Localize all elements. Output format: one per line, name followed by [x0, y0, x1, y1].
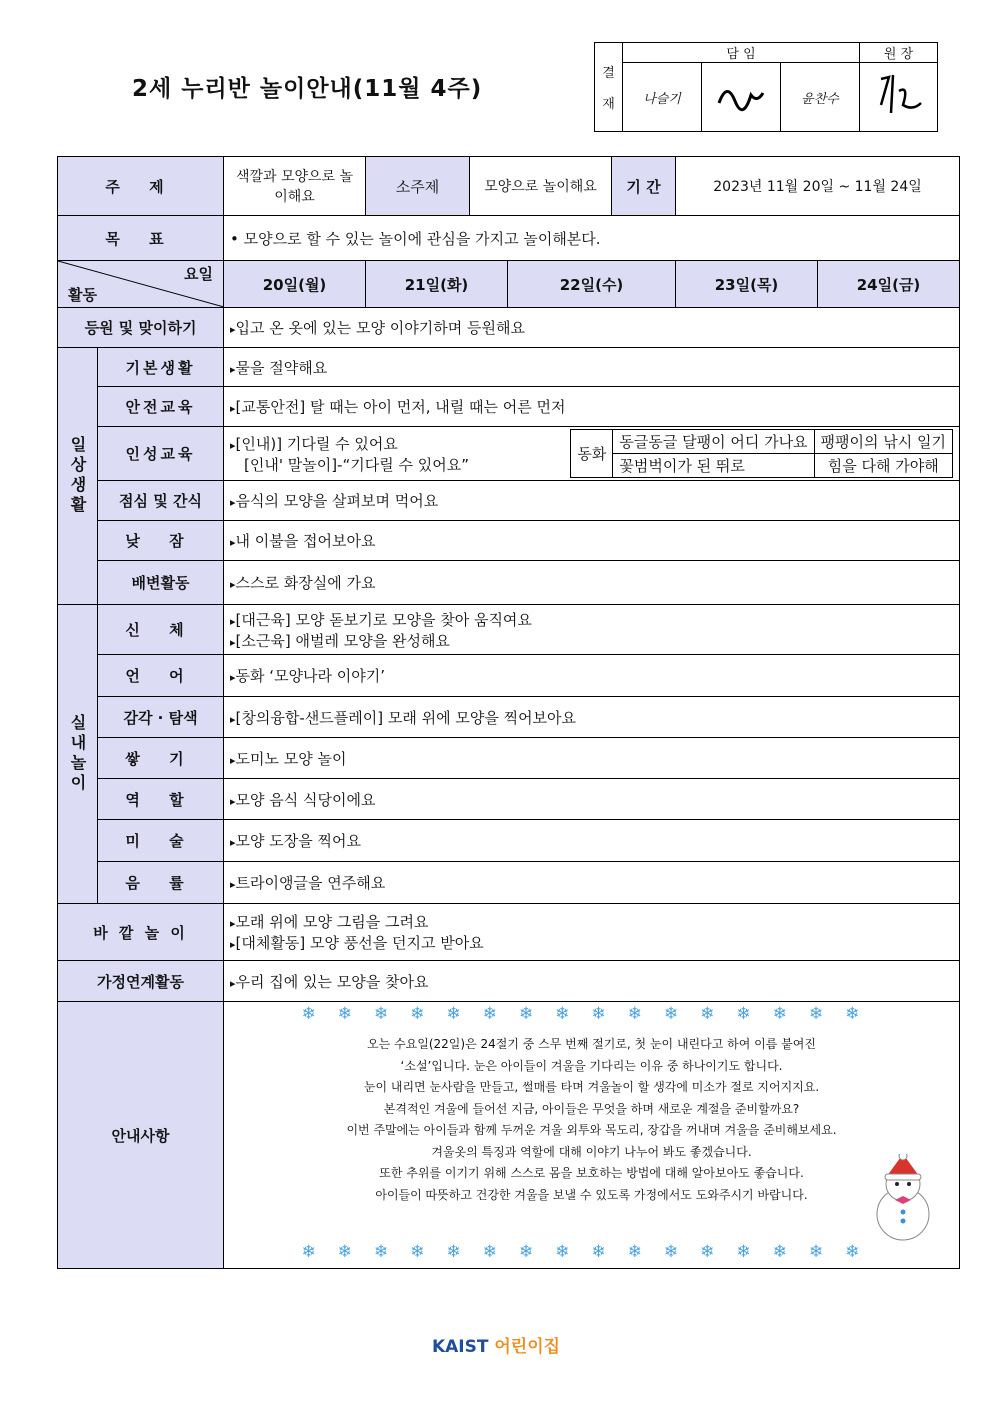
snowflake-border-top: ❄❄❄❄❄❄❄❄❄❄❄❄❄❄❄❄: [301, 1004, 882, 1024]
goal-label: 목 표: [58, 216, 224, 261]
director-header: 원 장: [860, 43, 938, 63]
toilet-text: ▸ 스스로 화장실에 가요: [224, 561, 960, 605]
home-text: ▸ 우리 집에 있는 모양을 찾아요: [224, 961, 960, 1002]
nap-label: 낮 잠: [98, 521, 224, 561]
safety-label: 안전교육: [98, 387, 224, 427]
director-signature-icon: [869, 65, 929, 125]
arrival-text: ▸ 입고 온 옷에 있는 모양 이야기하며 등원해요: [224, 308, 960, 348]
basic-label: 기본생활: [98, 348, 224, 387]
page-title: 2세 누리반 놀이안내(11월 4주): [132, 76, 483, 102]
character-line-2: [인내' 말놀이]-“기다릴 수 있어요”: [244, 455, 469, 474]
arrival-label: 등원 및 맞이하기: [58, 308, 224, 348]
daily-life-group-label: 일상생활: [58, 348, 98, 605]
story-item: 꽃범벅이가 된 뛰로: [613, 454, 814, 478]
outdoor-label: 바 깥 놀 이: [58, 904, 224, 961]
art-text: ▸ 모양 도장을 찍어요: [224, 820, 960, 862]
basic-text: ▸ 물을 절약해요: [224, 348, 960, 387]
kaist-logo-text: KAIST: [431, 1337, 489, 1357]
day-fri: 24일(금): [818, 261, 960, 308]
character-cell: [224, 427, 960, 481]
signature-2: [702, 63, 781, 132]
indoor-group-label: 실내놀이: [58, 605, 98, 904]
toilet-label: 배변활동: [98, 561, 224, 605]
weekly-plan-table: [57, 156, 960, 1269]
day-wed: 22일(수): [508, 261, 676, 308]
signature-3: 윤찬수: [781, 63, 860, 132]
blocks-text: ▸ 도미노 모양 놀이: [224, 738, 960, 779]
subtheme-value: 모양으로 놀이해요: [470, 157, 612, 216]
footer-logo: [0, 1332, 992, 1357]
signature-4: [860, 63, 938, 132]
outdoor-line-2: ▸ [대체활동] 모양 풍선을 던지고 받아요: [230, 932, 953, 953]
story-item: 힘을 다해 가야해: [814, 454, 952, 478]
snowman-icon: [861, 1154, 945, 1242]
art-label: 미 술: [98, 820, 224, 862]
approval-label: 결 재: [595, 43, 623, 132]
body-line-1: ▸ [대근육] 모양 돋보기로 모양을 찾아 움직여요: [230, 609, 953, 630]
body-cell: [224, 605, 960, 655]
body-line-2: ▸ [소근육] 애벌레 모양을 완성해요: [230, 630, 953, 651]
music-label: 음 률: [98, 862, 224, 904]
signature-scribble-icon: [711, 73, 771, 117]
period-value: 2023년 11월 20일 ~ 11월 24일: [676, 157, 960, 216]
story-label: 동화: [571, 430, 613, 478]
safety-text: ▸ [교통안전] 탈 때는 아이 먼저, 내릴 때는 어른 먼저: [224, 387, 960, 427]
home-label: 가정연계활동: [58, 961, 224, 1002]
outdoor-line-1: ▸ 모래 위에 모양 그림을 그려요: [230, 911, 953, 932]
character-line-1: ▸ [인내)] 기다릴 수 있어요: [230, 433, 469, 454]
language-text: ▸ 동화 ‘모양나라 이야기’: [224, 655, 960, 697]
approval-box: [594, 42, 938, 132]
day-mon: 20일(월): [224, 261, 366, 308]
kindergarten-logo-text: 어린이집: [494, 1337, 561, 1357]
lunch-label: 점심 및 간식: [98, 481, 224, 521]
notice-cell: [224, 1002, 960, 1269]
subtheme-label: 소주제: [366, 157, 470, 216]
language-label: 언 어: [98, 655, 224, 697]
nap-text: ▸ 내 이불을 접어보아요: [224, 521, 960, 561]
notice-label: 안내사항: [58, 1002, 224, 1269]
day-activity-header: 요일 활동: [58, 261, 224, 308]
theme-label: 주 제: [58, 157, 224, 216]
theme-value: 색깔과 모양으로 놀이해요: [224, 157, 366, 216]
story-item: 팽팽이의 낚시 일기: [814, 430, 952, 454]
character-label: 인성교육: [98, 427, 224, 481]
goal-value: • 모양으로 할 수 있는 놀이에 관심을 가지고 놀이해본다.: [224, 216, 960, 261]
role-text: ▸ 모양 음식 식당이에요: [224, 779, 960, 820]
signature-1: 나슬기: [623, 63, 702, 132]
body-label: 신 체: [98, 605, 224, 655]
outdoor-cell: [224, 904, 960, 961]
story-item: 동글동글 달팽이 어디 가나요: [613, 430, 814, 454]
sensory-label: 감각 · 탐색: [98, 697, 224, 738]
role-label: 역 할: [98, 779, 224, 820]
snowflake-border-bottom: ❄❄❄❄❄❄❄❄❄❄❄❄❄❄❄❄: [301, 1242, 882, 1262]
day-thu: 23일(목): [676, 261, 818, 308]
lunch-text: ▸ 음식의 모양을 살펴보며 먹어요: [224, 481, 960, 521]
notice-text: 오는 수요일(22일)은 24절기 중 스무 번째 절기로, 첫 눈이 내린다고 하여 이름 붙여진 ‘소설’입니다. 눈은 아이들이 겨울을 기다리는 이유 중 하나이기도 합니다. 눈이 내리면 눈사람을 만들고, 썰매를 타며 겨울놀이 할 생각에 미소가 절로 지어지지요. 본격적인 겨울에 들어선 지금, 아이들은 무엇을 하며 새로운 계절을 준비할까요? 이번 주말에는 아이들과 함께 두꺼운 겨울 외투와 목도리, 장갑을 꺼내며 겨울을 준비해보세요. 겨울옷의 특징과 역할에 대해 이야기 나누어 봐도 좋겠습니다. 또한 추위를 이기기 위해 스스로 몸을 보호하는 방법에 대해 알아보아도 좋습니다. 아이들이 따뜻하고 건강한 겨울을 보낼 수 있도록 가정에서도 도와주시기 바랍니다.: [346, 1037, 837, 1202]
sensory-text: ▸ [창의융합-샌드플레이] 모래 위에 모양을 찍어보아요: [224, 697, 960, 738]
story-table: [570, 429, 953, 478]
teacher-header: 담 임: [623, 43, 860, 63]
period-label: 기 간: [612, 157, 676, 216]
day-tue: 21일(화): [366, 261, 508, 308]
blocks-label: 쌓 기: [98, 738, 224, 779]
music-text: ▸ 트라이앵글을 연주해요: [224, 862, 960, 904]
